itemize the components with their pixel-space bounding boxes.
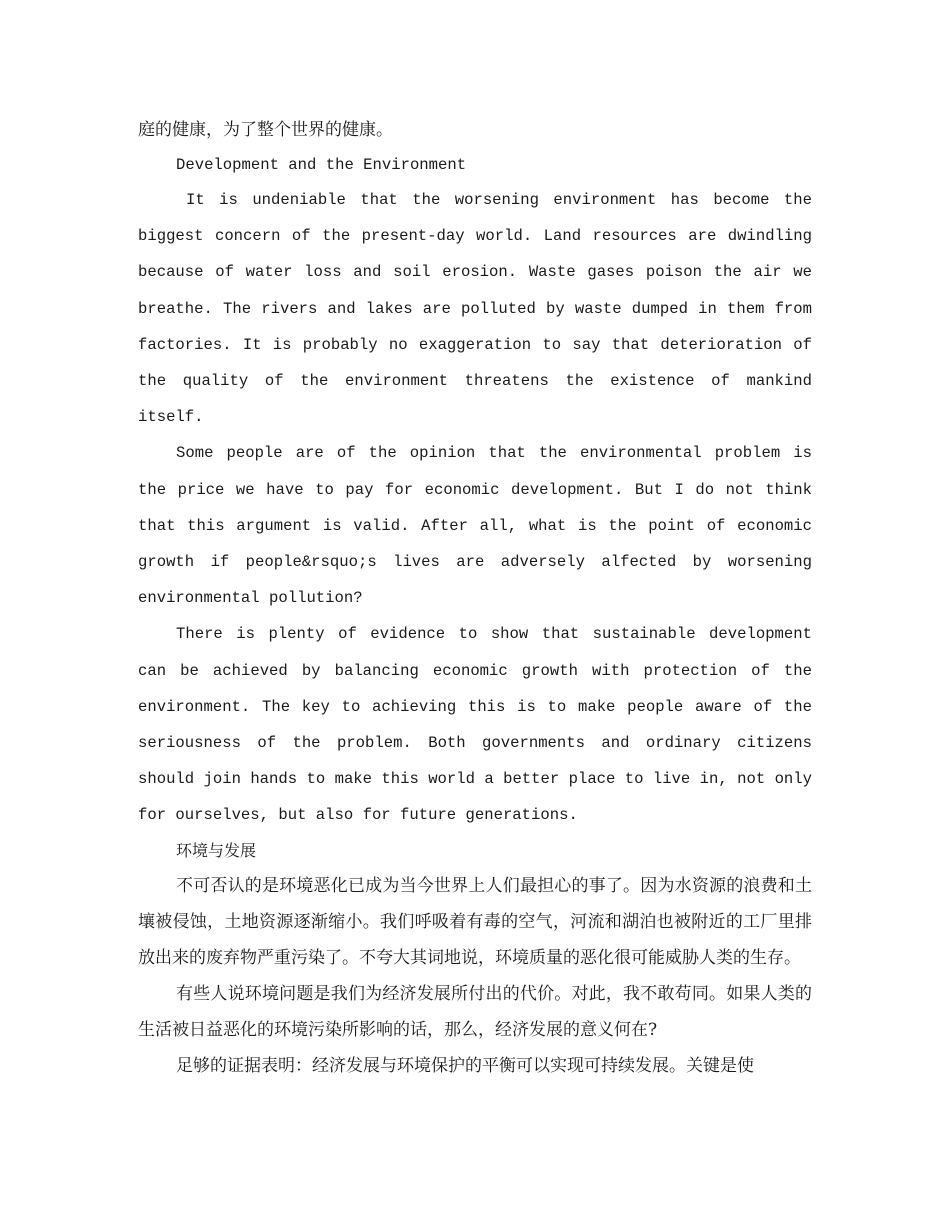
chinese-essay-title: 环境与发展 [176,840,257,860]
english-paragraph-3: There is plenty of evidence to show that sustainable development can be achieved by balancing economic growth with protection of the environment. The key to achieving this is to make people aware of the seriousness of the problem. Both governments and ordinary citizens should join hands to make this world a better place to live in, not only for ourselves, but also for future generations. [138,625,812,825]
continued-chinese-line: 庭的健康，为了整个世界的健康。 [138,120,393,140]
english-essay-title: Development and the Environment [176,156,467,174]
english-paragraph-2: Some people are of the opinion that the environmental problem is the price we have to pay for economic development. But I do not think that this argument is valid. After all, what is the point of economic growth if people&rsquo;s lives are adversely alfected by worsening environmental pollution? [138,444,812,608]
document-body [138,112,812,1084]
english-paragraph-1: It is undeniable that the worsening environment has become the biggest concern of the present-day world. Land resources are dwindling because of water loss and soil erosion. Waste gases poison the air we breathe. The rivers and lakes are polluted by waste dumped in them from factories. It is probably no exaggeration to say that deterioration of the quality of the environment threatens the existence of mankind itself. [138,191,812,427]
chinese-paragraph-2: 有些人说环境问题是我们为经济发展所付出的代价。对此，我不敢苟同。如果人类的生活被日益恶化的环境污染所影响的话，那么，经济发展的意义何在? [138,983,812,1040]
chinese-paragraph-3: 足够的证据表明：经济发展与环境保护的平衡可以实现可持续发展。关键是使 [176,1055,754,1076]
chinese-paragraph-1: 不可否认的是环境恶化已成为当今世界上人们最担心的事了。因为水资源的浪费和土壤被侵蚀，土地资源逐渐缩小。我们呼吸着有毒的空气，河流和湖泊也被附近的工厂里排放出来的废弃物严重污染了。不夸大其词地说，环境质量的恶化很可能威胁人类的生存。 [138,875,812,968]
